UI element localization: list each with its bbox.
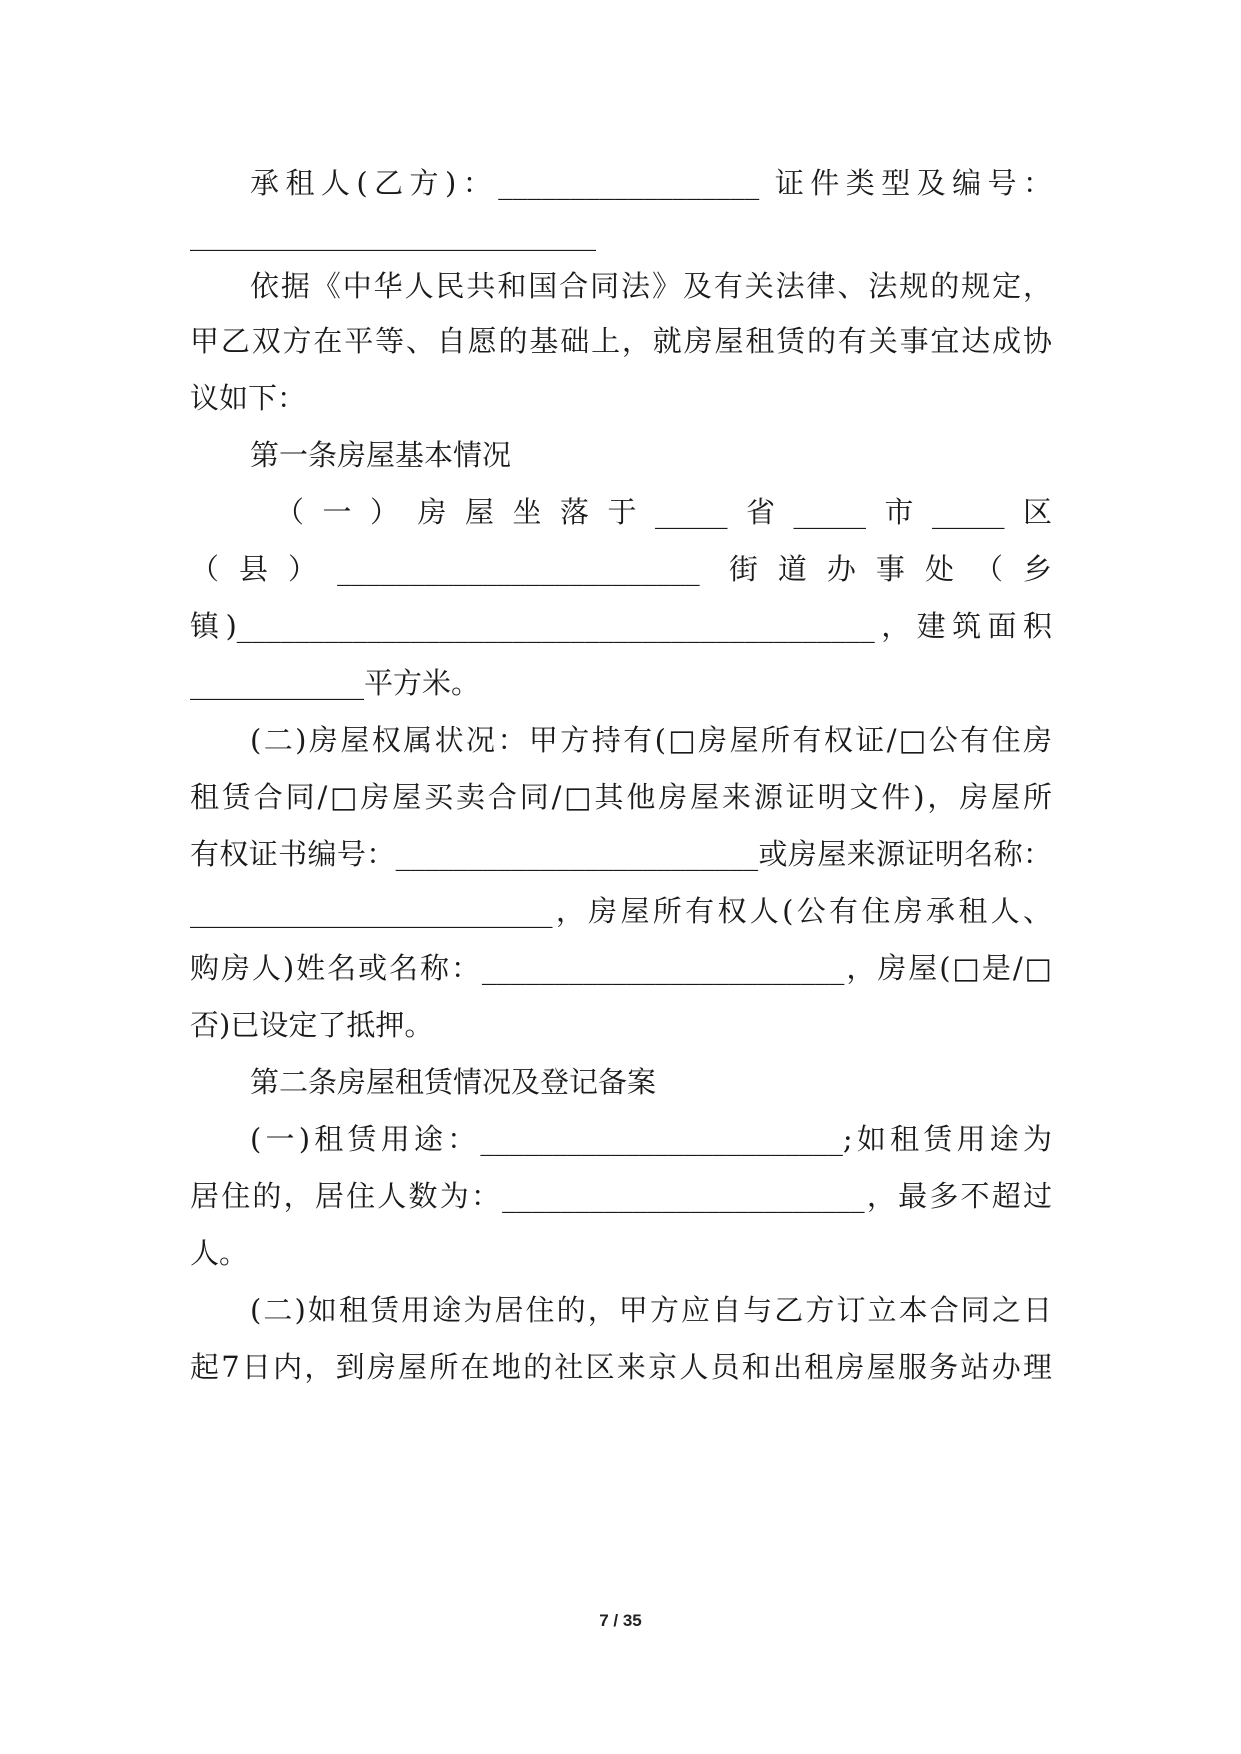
article-one-heading: 第一条房屋基本情况 — [250, 438, 512, 472]
text-line-ownership-6: 否)已设定了抵押。 — [190, 1008, 434, 1042]
text-line-ownership-3: 有权证书编号：_________________________或房屋来源证明名称： — [190, 837, 1052, 871]
text-line-area: ____________平方米。 — [190, 666, 481, 700]
text-line-usage-2: 居住的，居住人数为：_________________________，最多不超过 — [190, 1179, 1052, 1213]
text-line-preamble-3: 议如下： — [190, 381, 307, 415]
text-line-location-1: （一）房屋坐落于_____省_____市_____区 — [275, 495, 1052, 529]
text-line-preamble-2: 甲乙双方在平等、自愿的基础上，就房屋租赁的有关事宜达成协 — [190, 324, 1052, 358]
text-line-preamble-1: 依据《中华人民共和国合同法》及有关法律、法规的规定， — [250, 269, 1052, 303]
text-line-usage-1: (一)租赁用途：_________________________;如租赁用途为 — [250, 1122, 1052, 1156]
text-line-registration-1: (二)如租赁用途为居住的，甲方应自与乙方订立本合同之日 — [250, 1293, 1052, 1327]
text-line-location-2: （县）_________________________ 街道办事处（乡 — [190, 552, 1052, 586]
text-line-ownership-4: _________________________，房屋所有权人(公有住房承租人、 — [190, 894, 1052, 928]
text-line-ownership-5: 购房人)姓名或名称：_________________________，房屋(□是/□ — [190, 951, 1052, 985]
text-line-id-blank: ____________________________ — [190, 217, 596, 251]
article-two-heading: 第二条房屋租赁情况及登记备案 — [250, 1065, 657, 1099]
text-line-location-3: 镇)____________________________________________，建筑面积 — [190, 609, 1052, 643]
text-line-ownership-2: 租赁合同/□房屋买卖合同/□其他房屋来源证明文件)，房屋所 — [190, 780, 1052, 814]
text-line-ownership-1: (二)房屋权属状况：甲方持有(□房屋所有权证/□公有住房 — [250, 723, 1052, 757]
text-line-lessee: 承租人(乙方)：__________________ 证件类型及编号： — [250, 166, 1052, 200]
text-line-usage-3: 人。 — [190, 1236, 249, 1270]
page-number: 7 / 35 — [599, 1611, 642, 1630]
text-line-registration-2: 起7日内，到房屋所在地的社区来京人员和出租房屋服务站办理 — [190, 1350, 1052, 1384]
